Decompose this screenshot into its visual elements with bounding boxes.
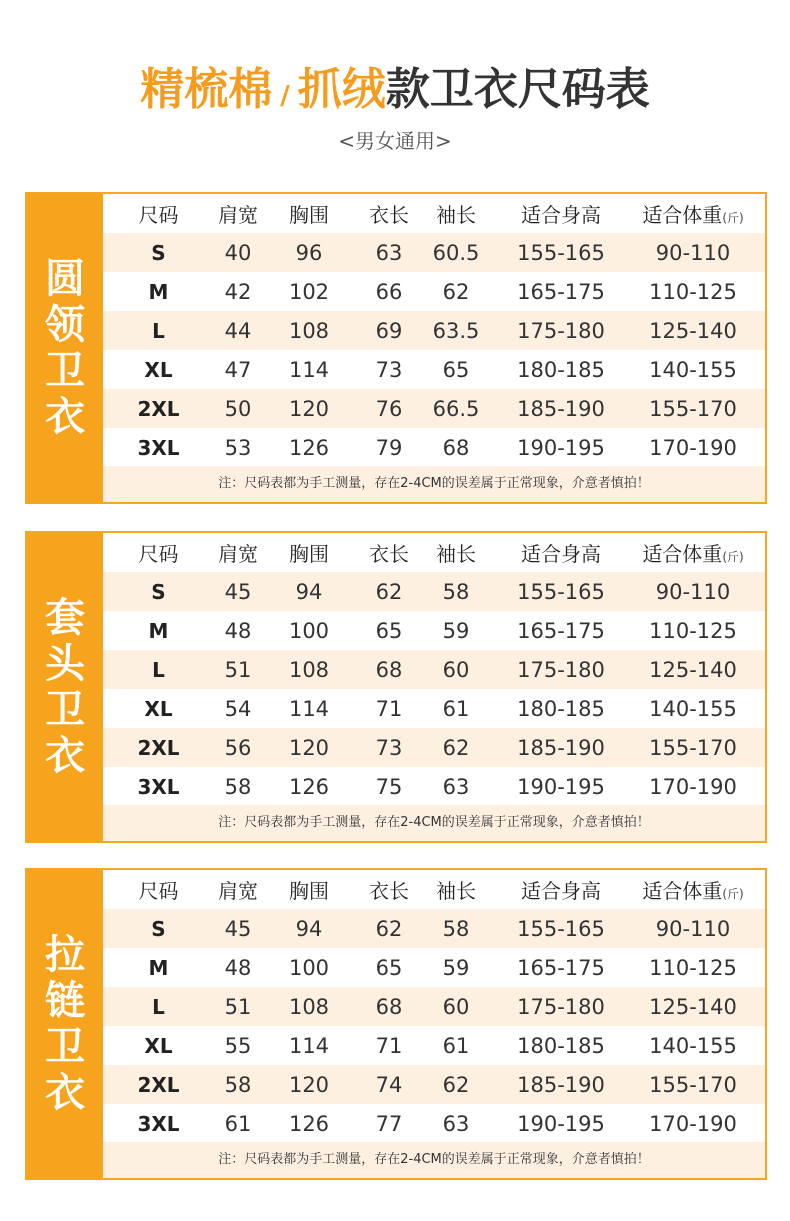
table-row [103, 1065, 765, 1104]
table-cell: 60.5 [432, 240, 480, 265]
table-cell: 55 [224, 1033, 252, 1058]
table-grid [103, 533, 765, 841]
table-row [103, 987, 765, 1026]
table-cell: 40 [224, 240, 252, 265]
table-row [103, 611, 765, 650]
column-header [490, 875, 632, 904]
table-cell: 53 [224, 435, 252, 460]
column-header [632, 199, 754, 228]
table-cell: 175-180 [517, 318, 605, 343]
column-header-label: 衣长 [369, 203, 409, 227]
column-header [356, 875, 422, 904]
table-row [103, 728, 765, 767]
table-cell: 62 [442, 279, 470, 304]
column-header [103, 199, 214, 228]
table-cell: 62 [442, 735, 470, 760]
table-cell: 44 [224, 318, 252, 343]
size-cell: M [148, 618, 169, 643]
table-cell: 63 [442, 1111, 470, 1136]
category-char: 头 [45, 641, 85, 687]
table-cell: 190-195 [517, 1111, 605, 1136]
table-cell: 48 [224, 955, 252, 980]
table-cell: 114 [288, 1033, 330, 1058]
size-table [25, 531, 767, 843]
size-cell: 3XL [137, 774, 180, 799]
table-row [103, 233, 765, 272]
column-header-label: 袖长 [436, 203, 476, 227]
table-cell: 45 [224, 579, 252, 604]
table-cell: 165-175 [517, 618, 605, 643]
column-header [356, 538, 422, 567]
column-header [422, 538, 490, 567]
table-cell: 76 [375, 396, 403, 421]
table-row [103, 1026, 765, 1065]
column-header [103, 875, 214, 904]
column-header [214, 875, 262, 904]
column-header-label: 肩宽 [218, 203, 258, 227]
table-cell: 165-175 [517, 279, 605, 304]
table-cell: 108 [288, 657, 330, 682]
size-cell: S [151, 579, 166, 604]
size-cell: S [151, 240, 166, 265]
table-cell: 79 [375, 435, 403, 460]
table-row [103, 689, 765, 728]
table-cell: 114 [288, 696, 330, 721]
table-row [103, 909, 765, 948]
column-header-label: 适合体重 [642, 879, 723, 903]
table-row [103, 272, 765, 311]
table-cell: 48 [224, 618, 252, 643]
table-cell: 140-155 [649, 696, 737, 721]
table-cell: 110-125 [649, 618, 737, 643]
table-cell: 155-170 [649, 396, 737, 421]
table-cell: 73 [375, 735, 403, 760]
table-row [103, 572, 765, 611]
title-part-2: 抓绒 [297, 64, 386, 115]
table-cell: 61 [224, 1111, 252, 1136]
table-cell: 50 [224, 396, 252, 421]
table-cell: 68 [375, 994, 403, 1019]
size-table [25, 868, 767, 1180]
table-row [103, 767, 765, 806]
measurement-note: 注：尺码表都为手工测量，存在2-4CM的误差属于正常现象，介意者慎拍！ [103, 1142, 765, 1178]
table-cell: 75 [375, 774, 403, 799]
table-cell: 71 [375, 1033, 403, 1058]
table-cell: 56 [224, 735, 252, 760]
column-header-label: 适合身高 [521, 203, 601, 227]
table-cell: 60 [442, 657, 470, 682]
column-header-label: 适合体重 [642, 203, 723, 227]
table-cell: 170-190 [649, 435, 737, 460]
column-header [356, 199, 422, 228]
column-header-label: 尺码 [138, 879, 179, 903]
table-cell: 185-190 [517, 396, 605, 421]
column-header [262, 875, 356, 904]
category-char: 套 [45, 595, 85, 641]
table-cell: 108 [288, 318, 330, 343]
column-header-label: 尺码 [138, 542, 179, 566]
column-header-label: 肩宽 [218, 879, 258, 903]
column-header-label: 胸围 [289, 542, 329, 566]
category-char: 衣 [45, 394, 85, 440]
table-grid [103, 194, 765, 502]
table-cell: 58 [442, 579, 470, 604]
table-cell: 120 [288, 735, 330, 760]
table-header-row [103, 194, 765, 233]
table-cell: 65 [375, 618, 403, 643]
measurement-note: 注：尺码表都为手工测量，存在2-4CM的误差属于正常现象，介意者慎拍！ [103, 805, 765, 841]
table-cell: 180-185 [517, 357, 605, 382]
table-cell: 180-185 [517, 1033, 605, 1058]
column-header-label: 胸围 [289, 879, 329, 903]
table-cell: 62 [375, 916, 403, 941]
table-cell: 45 [224, 916, 252, 941]
table-cell: 170-190 [649, 774, 737, 799]
table-cell: 90-110 [655, 579, 731, 604]
table-cell: 51 [224, 994, 252, 1019]
size-cell: XL [144, 696, 173, 721]
column-header-label: 衣长 [369, 879, 409, 903]
table-cell: 155-165 [517, 240, 605, 265]
table-cell: 58 [224, 774, 252, 799]
size-cell: 2XL [137, 1072, 180, 1097]
table-cell: 47 [224, 357, 252, 382]
category-char: 链 [45, 978, 85, 1024]
table-cell: 175-180 [517, 657, 605, 682]
table-cell: 42 [224, 279, 252, 304]
category-char: 卫 [45, 1024, 85, 1070]
table-cell: 63 [442, 774, 470, 799]
size-table [25, 192, 767, 504]
size-cell: S [151, 916, 166, 941]
page-subtitle: <男女通用> [338, 129, 452, 153]
table-row [103, 428, 765, 467]
table-row [103, 948, 765, 987]
table-row [103, 389, 765, 428]
table-cell: 61 [442, 1033, 470, 1058]
column-header [214, 199, 262, 228]
category-char: 卫 [45, 687, 85, 733]
table-cell: 100 [288, 618, 330, 643]
size-cell: XL [144, 357, 173, 382]
size-cell: 3XL [137, 1111, 180, 1136]
table-cell: 140-155 [649, 1033, 737, 1058]
table-cell: 58 [442, 916, 470, 941]
table-cell: 190-195 [517, 435, 605, 460]
column-header-label: 尺码 [138, 203, 179, 227]
table-row [103, 350, 765, 389]
column-header [490, 199, 632, 228]
table-cell: 62 [442, 1072, 470, 1097]
table-cell: 120 [288, 396, 330, 421]
column-header [422, 199, 490, 228]
title-part-3: 款卫衣尺码表 [385, 64, 650, 115]
category-char: 衣 [45, 733, 85, 779]
table-header-row [103, 870, 765, 909]
table-category-label [27, 870, 103, 1178]
table-cell: 68 [375, 657, 403, 682]
column-header [103, 538, 214, 567]
table-cell: 140-155 [649, 357, 737, 382]
table-cell: 71 [375, 696, 403, 721]
table-cell: 110-125 [649, 955, 737, 980]
weight-unit: (斤) [722, 550, 744, 564]
size-cell: L [152, 994, 165, 1019]
table-cell: 90-110 [655, 240, 731, 265]
category-char: 圆 [45, 256, 85, 302]
category-char: 拉 [45, 932, 85, 978]
column-header [632, 538, 754, 567]
table-cell: 69 [375, 318, 403, 343]
table-row [103, 650, 765, 689]
size-cell: L [152, 318, 165, 343]
table-cell: 61 [442, 696, 470, 721]
table-cell: 63 [375, 240, 403, 265]
table-cell: 126 [288, 1111, 330, 1136]
size-cell: 3XL [137, 435, 180, 460]
category-char: 领 [45, 302, 85, 348]
column-header [262, 199, 356, 228]
table-cell: 90-110 [655, 916, 731, 941]
column-header-label: 袖长 [436, 542, 476, 566]
size-cell: L [152, 657, 165, 682]
column-header-label: 适合身高 [521, 879, 601, 903]
table-cell: 94 [295, 916, 323, 941]
table-cell: 125-140 [649, 994, 737, 1019]
table-grid [103, 870, 765, 1178]
table-cell: 175-180 [517, 994, 605, 1019]
table-cell: 108 [288, 994, 330, 1019]
table-cell: 65 [442, 357, 470, 382]
table-cell: 180-185 [517, 696, 605, 721]
table-cell: 155-165 [517, 579, 605, 604]
title-part-1: 精梳棉 [140, 64, 273, 115]
column-header-label: 衣长 [369, 542, 409, 566]
table-cell: 68 [442, 435, 470, 460]
category-char: 卫 [45, 348, 85, 394]
table-cell: 126 [288, 435, 330, 460]
column-header-label: 适合身高 [521, 542, 601, 566]
table-cell: 165-175 [517, 955, 605, 980]
table-cell: 125-140 [649, 318, 737, 343]
table-cell: 59 [442, 955, 470, 980]
table-cell: 125-140 [649, 657, 737, 682]
table-cell: 94 [295, 579, 323, 604]
table-cell: 102 [288, 279, 330, 304]
size-cell: 2XL [137, 396, 180, 421]
column-header-label: 袖长 [436, 879, 476, 903]
column-header-label: 适合体重 [642, 542, 723, 566]
column-header [262, 538, 356, 567]
table-cell: 60 [442, 994, 470, 1019]
title-slash: / [280, 81, 290, 111]
table-category-label [27, 533, 103, 841]
table-row [103, 1104, 765, 1143]
weight-unit: (斤) [722, 211, 744, 225]
table-cell: 114 [288, 357, 330, 382]
page-title [0, 62, 790, 118]
table-cell: 155-170 [649, 1072, 737, 1097]
column-header [632, 875, 754, 904]
table-cell: 126 [288, 774, 330, 799]
category-char: 衣 [45, 1070, 85, 1116]
table-cell: 74 [375, 1072, 403, 1097]
column-header [214, 538, 262, 567]
weight-unit: (斤) [722, 887, 744, 901]
table-cell: 65 [375, 955, 403, 980]
size-cell: XL [144, 1033, 173, 1058]
column-header [422, 875, 490, 904]
table-row [103, 311, 765, 350]
table-cell: 59 [442, 618, 470, 643]
size-cell: 2XL [137, 735, 180, 760]
table-header-row [103, 533, 765, 572]
table-cell: 96 [295, 240, 323, 265]
table-cell: 62 [375, 579, 403, 604]
table-cell: 66.5 [432, 396, 480, 421]
size-cell: M [148, 279, 169, 304]
table-cell: 190-195 [517, 774, 605, 799]
table-cell: 155-165 [517, 916, 605, 941]
table-cell: 155-170 [649, 735, 737, 760]
measurement-note: 注：尺码表都为手工测量，存在2-4CM的误差属于正常现象，介意者慎拍！ [103, 466, 765, 502]
column-header [490, 538, 632, 567]
table-category-label [27, 194, 103, 502]
table-cell: 54 [224, 696, 252, 721]
table-cell: 77 [375, 1111, 403, 1136]
size-cell: M [148, 955, 169, 980]
column-header-label: 肩宽 [218, 542, 258, 566]
table-cell: 58 [224, 1072, 252, 1097]
table-cell: 185-190 [517, 735, 605, 760]
table-cell: 170-190 [649, 1111, 737, 1136]
table-cell: 185-190 [517, 1072, 605, 1097]
table-cell: 63.5 [432, 318, 480, 343]
column-header-label: 胸围 [289, 203, 329, 227]
table-cell: 110-125 [649, 279, 737, 304]
table-cell: 120 [288, 1072, 330, 1097]
table-cell: 100 [288, 955, 330, 980]
table-cell: 73 [375, 357, 403, 382]
table-cell: 51 [224, 657, 252, 682]
table-cell: 66 [375, 279, 403, 304]
